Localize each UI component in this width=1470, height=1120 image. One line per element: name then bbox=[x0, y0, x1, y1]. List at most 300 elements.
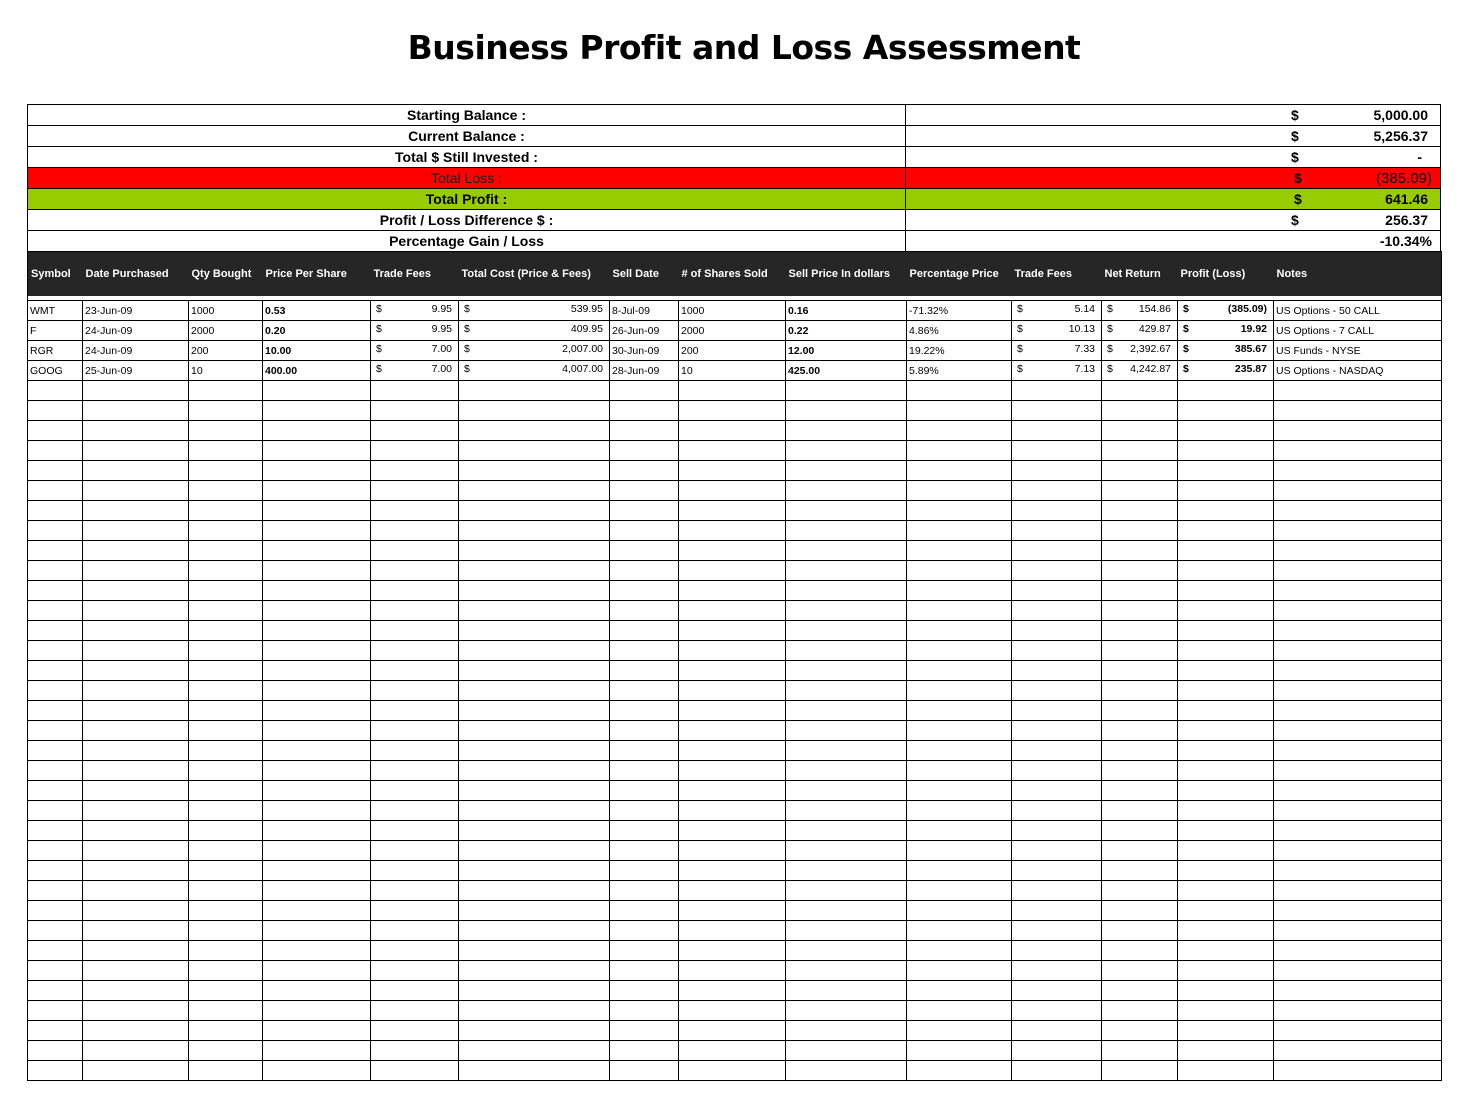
empty-cell[interactable] bbox=[263, 1001, 371, 1021]
empty-cell[interactable] bbox=[83, 481, 189, 501]
empty-cell[interactable] bbox=[1102, 821, 1178, 841]
empty-cell[interactable] bbox=[679, 581, 786, 601]
empty-cell[interactable] bbox=[907, 681, 1012, 701]
empty-cell[interactable] bbox=[371, 981, 459, 1001]
empty-cell[interactable] bbox=[83, 921, 189, 941]
empty-cell[interactable] bbox=[610, 561, 679, 581]
empty-cell[interactable] bbox=[83, 561, 189, 581]
empty-cell[interactable] bbox=[1274, 1021, 1442, 1041]
empty-cell[interactable] bbox=[371, 521, 459, 541]
cell-notes[interactable]: US Funds - NYSE bbox=[1274, 341, 1442, 361]
empty-cell[interactable] bbox=[907, 481, 1012, 501]
cell-sell-price[interactable]: 425.00 bbox=[786, 361, 907, 381]
empty-cell[interactable] bbox=[786, 961, 907, 981]
empty-cell[interactable] bbox=[371, 821, 459, 841]
empty-cell[interactable] bbox=[610, 481, 679, 501]
empty-cell[interactable] bbox=[263, 1041, 371, 1061]
empty-cell[interactable] bbox=[189, 1001, 263, 1021]
empty-cell[interactable] bbox=[1012, 721, 1102, 741]
column-header[interactable]: # of Shares Sold bbox=[679, 252, 786, 297]
empty-cell[interactable] bbox=[786, 721, 907, 741]
empty-cell[interactable] bbox=[83, 961, 189, 981]
empty-cell[interactable] bbox=[679, 521, 786, 541]
empty-cell[interactable] bbox=[1012, 841, 1102, 861]
empty-cell[interactable] bbox=[679, 481, 786, 501]
empty-cell[interactable] bbox=[1102, 681, 1178, 701]
empty-cell[interactable] bbox=[189, 901, 263, 921]
cell-fees[interactable] bbox=[371, 321, 459, 341]
empty-cell[interactable] bbox=[1012, 681, 1102, 701]
empty-cell[interactable] bbox=[1178, 581, 1274, 601]
empty-cell[interactable] bbox=[28, 961, 83, 981]
empty-cell[interactable] bbox=[1274, 461, 1442, 481]
empty-cell[interactable] bbox=[1274, 701, 1442, 721]
empty-cell[interactable] bbox=[907, 961, 1012, 981]
empty-cell[interactable] bbox=[28, 621, 83, 641]
column-header[interactable]: Sell Date bbox=[610, 252, 679, 297]
empty-cell[interactable] bbox=[28, 461, 83, 481]
empty-cell[interactable] bbox=[679, 841, 786, 861]
empty-cell[interactable] bbox=[1012, 661, 1102, 681]
empty-cell[interactable] bbox=[1012, 821, 1102, 841]
cell-qty[interactable]: 10 bbox=[189, 361, 263, 381]
empty-cell[interactable] bbox=[371, 621, 459, 641]
empty-cell[interactable] bbox=[371, 1001, 459, 1021]
empty-cell[interactable] bbox=[1178, 501, 1274, 521]
empty-cell[interactable] bbox=[189, 501, 263, 521]
empty-cell[interactable] bbox=[371, 401, 459, 421]
empty-cell[interactable] bbox=[610, 381, 679, 401]
column-header[interactable]: Sell Price In dollars bbox=[786, 252, 907, 297]
column-header[interactable]: Net Return bbox=[1102, 252, 1178, 297]
empty-cell[interactable] bbox=[1102, 421, 1178, 441]
empty-cell[interactable] bbox=[83, 661, 189, 681]
empty-cell[interactable] bbox=[28, 981, 83, 1001]
empty-cell[interactable] bbox=[263, 941, 371, 961]
empty-cell[interactable] bbox=[610, 661, 679, 681]
empty-cell[interactable] bbox=[610, 781, 679, 801]
empty-cell[interactable] bbox=[263, 601, 371, 621]
column-header[interactable]: Total Cost (Price & Fees) bbox=[459, 252, 610, 297]
empty-cell[interactable] bbox=[1012, 1061, 1102, 1081]
column-header[interactable]: Percentage Price bbox=[907, 252, 1012, 297]
empty-cell[interactable] bbox=[189, 421, 263, 441]
empty-cell[interactable] bbox=[907, 821, 1012, 841]
empty-cell[interactable] bbox=[189, 521, 263, 541]
empty-cell[interactable] bbox=[371, 961, 459, 981]
cell-notes[interactable]: US Options - NASDAQ bbox=[1274, 361, 1442, 381]
empty-cell[interactable] bbox=[786, 761, 907, 781]
empty-cell[interactable] bbox=[1274, 1041, 1442, 1061]
empty-cell[interactable] bbox=[1012, 561, 1102, 581]
empty-cell[interactable] bbox=[459, 641, 610, 661]
empty-cell[interactable] bbox=[907, 1021, 1012, 1041]
empty-cell[interactable] bbox=[786, 521, 907, 541]
empty-cell[interactable] bbox=[371, 761, 459, 781]
empty-cell[interactable] bbox=[610, 421, 679, 441]
empty-cell[interactable] bbox=[459, 541, 610, 561]
empty-cell[interactable] bbox=[679, 781, 786, 801]
empty-cell[interactable] bbox=[679, 1001, 786, 1021]
empty-cell[interactable] bbox=[1274, 601, 1442, 621]
empty-cell[interactable] bbox=[263, 381, 371, 401]
empty-cell[interactable] bbox=[1102, 701, 1178, 721]
empty-cell[interactable] bbox=[28, 921, 83, 941]
empty-cell[interactable] bbox=[907, 381, 1012, 401]
empty-cell[interactable] bbox=[610, 1041, 679, 1061]
empty-cell[interactable] bbox=[263, 881, 371, 901]
empty-cell[interactable] bbox=[610, 441, 679, 461]
cell-qty[interactable]: 200 bbox=[189, 341, 263, 361]
cell-pct[interactable]: -71.32% bbox=[907, 301, 1012, 321]
empty-cell[interactable] bbox=[263, 661, 371, 681]
empty-cell[interactable] bbox=[371, 741, 459, 761]
empty-cell[interactable] bbox=[371, 781, 459, 801]
empty-cell[interactable] bbox=[459, 781, 610, 801]
empty-cell[interactable] bbox=[28, 761, 83, 781]
cell-total-cost[interactable] bbox=[459, 341, 610, 361]
empty-cell[interactable] bbox=[1178, 561, 1274, 581]
cell-fees2[interactable] bbox=[1012, 301, 1102, 321]
empty-cell[interactable] bbox=[1012, 481, 1102, 501]
empty-cell[interactable] bbox=[459, 981, 610, 1001]
empty-cell[interactable] bbox=[610, 1021, 679, 1041]
empty-cell[interactable] bbox=[28, 561, 83, 581]
empty-cell[interactable] bbox=[28, 421, 83, 441]
empty-cell[interactable] bbox=[907, 921, 1012, 941]
empty-cell[interactable] bbox=[786, 781, 907, 801]
empty-cell[interactable] bbox=[83, 1001, 189, 1021]
empty-cell[interactable] bbox=[189, 841, 263, 861]
empty-cell[interactable] bbox=[459, 601, 610, 621]
empty-cell[interactable] bbox=[189, 401, 263, 421]
empty-cell[interactable] bbox=[1178, 861, 1274, 881]
empty-cell[interactable] bbox=[459, 381, 610, 401]
empty-cell[interactable] bbox=[1274, 901, 1442, 921]
empty-cell[interactable] bbox=[786, 701, 907, 721]
empty-cell[interactable] bbox=[189, 581, 263, 601]
cell-price[interactable]: 10.00 bbox=[263, 341, 371, 361]
empty-cell[interactable] bbox=[786, 741, 907, 761]
empty-cell[interactable] bbox=[263, 701, 371, 721]
empty-cell[interactable] bbox=[1012, 1021, 1102, 1041]
empty-cell[interactable] bbox=[83, 461, 189, 481]
empty-cell[interactable] bbox=[610, 541, 679, 561]
cell-shares-sold[interactable]: 10 bbox=[679, 361, 786, 381]
empty-cell[interactable] bbox=[610, 961, 679, 981]
empty-cell[interactable] bbox=[679, 641, 786, 661]
empty-cell[interactable] bbox=[610, 621, 679, 641]
empty-cell[interactable] bbox=[1274, 481, 1442, 501]
empty-cell[interactable] bbox=[28, 1021, 83, 1041]
empty-cell[interactable] bbox=[1012, 761, 1102, 781]
empty-cell[interactable] bbox=[1178, 781, 1274, 801]
empty-cell[interactable] bbox=[28, 481, 83, 501]
empty-cell[interactable] bbox=[1274, 681, 1442, 701]
empty-cell[interactable] bbox=[263, 561, 371, 581]
cell-profit[interactable] bbox=[1178, 321, 1274, 341]
empty-cell[interactable] bbox=[263, 501, 371, 521]
empty-cell[interactable] bbox=[610, 941, 679, 961]
empty-cell[interactable] bbox=[83, 861, 189, 881]
empty-cell[interactable] bbox=[459, 761, 610, 781]
empty-cell[interactable] bbox=[907, 461, 1012, 481]
empty-cell[interactable] bbox=[459, 581, 610, 601]
empty-cell[interactable] bbox=[83, 761, 189, 781]
empty-cell[interactable] bbox=[263, 801, 371, 821]
empty-cell[interactable] bbox=[189, 801, 263, 821]
cell-price[interactable]: 0.53 bbox=[263, 301, 371, 321]
empty-cell[interactable] bbox=[610, 981, 679, 1001]
empty-cell[interactable] bbox=[28, 381, 83, 401]
empty-cell[interactable] bbox=[1012, 701, 1102, 721]
empty-cell[interactable] bbox=[28, 1001, 83, 1021]
empty-cell[interactable] bbox=[907, 661, 1012, 681]
empty-cell[interactable] bbox=[28, 441, 83, 461]
empty-cell[interactable] bbox=[263, 981, 371, 1001]
empty-cell[interactable] bbox=[1274, 641, 1442, 661]
empty-cell[interactable] bbox=[459, 721, 610, 741]
empty-cell[interactable] bbox=[1102, 981, 1178, 1001]
empty-cell[interactable] bbox=[786, 621, 907, 641]
cell-sell-price[interactable]: 0.16 bbox=[786, 301, 907, 321]
empty-cell[interactable] bbox=[371, 941, 459, 961]
empty-cell[interactable] bbox=[610, 761, 679, 781]
empty-cell[interactable] bbox=[28, 721, 83, 741]
empty-cell[interactable] bbox=[1178, 1001, 1274, 1021]
empty-cell[interactable] bbox=[1012, 401, 1102, 421]
empty-cell[interactable] bbox=[1012, 881, 1102, 901]
empty-cell[interactable] bbox=[83, 881, 189, 901]
empty-cell[interactable] bbox=[28, 861, 83, 881]
column-header[interactable]: Profit (Loss) bbox=[1178, 252, 1274, 297]
empty-cell[interactable] bbox=[459, 561, 610, 581]
cell-sell-date[interactable]: 8-Jul-09 bbox=[610, 301, 679, 321]
empty-cell[interactable] bbox=[263, 721, 371, 741]
empty-cell[interactable] bbox=[610, 401, 679, 421]
empty-cell[interactable] bbox=[459, 481, 610, 501]
cell-net-return[interactable] bbox=[1102, 341, 1178, 361]
empty-cell[interactable] bbox=[263, 481, 371, 501]
empty-cell[interactable] bbox=[786, 821, 907, 841]
empty-cell[interactable] bbox=[83, 601, 189, 621]
empty-cell[interactable] bbox=[1178, 1021, 1274, 1041]
empty-cell[interactable] bbox=[679, 561, 786, 581]
empty-cell[interactable] bbox=[610, 521, 679, 541]
empty-cell[interactable] bbox=[459, 441, 610, 461]
empty-cell[interactable] bbox=[371, 481, 459, 501]
cell-qty[interactable]: 2000 bbox=[189, 321, 263, 341]
empty-cell[interactable] bbox=[786, 901, 907, 921]
empty-cell[interactable] bbox=[189, 461, 263, 481]
empty-cell[interactable] bbox=[1102, 961, 1178, 981]
empty-cell[interactable] bbox=[610, 741, 679, 761]
column-header[interactable]: Notes bbox=[1274, 252, 1442, 297]
empty-cell[interactable] bbox=[907, 541, 1012, 561]
empty-cell[interactable] bbox=[786, 881, 907, 901]
empty-cell[interactable] bbox=[1274, 441, 1442, 461]
empty-cell[interactable] bbox=[189, 861, 263, 881]
empty-cell[interactable] bbox=[1012, 1001, 1102, 1021]
empty-cell[interactable] bbox=[371, 581, 459, 601]
empty-cell[interactable] bbox=[679, 401, 786, 421]
cell-net-return[interactable] bbox=[1102, 361, 1178, 381]
empty-cell[interactable] bbox=[1178, 721, 1274, 741]
empty-cell[interactable] bbox=[371, 601, 459, 621]
empty-cell[interactable] bbox=[263, 581, 371, 601]
empty-cell[interactable] bbox=[1102, 661, 1178, 681]
empty-cell[interactable] bbox=[83, 1041, 189, 1061]
empty-cell[interactable] bbox=[1102, 1001, 1178, 1021]
empty-cell[interactable] bbox=[907, 801, 1012, 821]
empty-cell[interactable] bbox=[907, 1001, 1012, 1021]
empty-cell[interactable] bbox=[28, 521, 83, 541]
empty-cell[interactable] bbox=[1274, 981, 1442, 1001]
empty-cell[interactable] bbox=[371, 501, 459, 521]
empty-cell[interactable] bbox=[1178, 981, 1274, 1001]
cell-shares-sold[interactable]: 2000 bbox=[679, 321, 786, 341]
empty-cell[interactable] bbox=[1178, 421, 1274, 441]
empty-cell[interactable] bbox=[1178, 841, 1274, 861]
empty-cell[interactable] bbox=[679, 701, 786, 721]
empty-cell[interactable] bbox=[263, 521, 371, 541]
empty-cell[interactable] bbox=[459, 681, 610, 701]
empty-cell[interactable] bbox=[1178, 661, 1274, 681]
empty-cell[interactable] bbox=[1274, 581, 1442, 601]
empty-cell[interactable] bbox=[83, 741, 189, 761]
column-header[interactable]: Qty Bought bbox=[189, 252, 263, 297]
empty-cell[interactable] bbox=[679, 661, 786, 681]
empty-cell[interactable] bbox=[786, 1021, 907, 1041]
empty-cell[interactable] bbox=[28, 661, 83, 681]
empty-cell[interactable] bbox=[263, 821, 371, 841]
cell-pct[interactable]: 5.89% bbox=[907, 361, 1012, 381]
empty-cell[interactable] bbox=[679, 1041, 786, 1061]
empty-cell[interactable] bbox=[786, 601, 907, 621]
empty-cell[interactable] bbox=[1102, 441, 1178, 461]
empty-cell[interactable] bbox=[83, 1061, 189, 1081]
empty-cell[interactable] bbox=[83, 521, 189, 541]
empty-cell[interactable] bbox=[1102, 541, 1178, 561]
empty-cell[interactable] bbox=[1178, 821, 1274, 841]
cell-net-return[interactable] bbox=[1102, 301, 1178, 321]
empty-cell[interactable] bbox=[1274, 801, 1442, 821]
cell-net-return[interactable] bbox=[1102, 321, 1178, 341]
empty-cell[interactable] bbox=[371, 441, 459, 461]
empty-cell[interactable] bbox=[371, 701, 459, 721]
empty-cell[interactable] bbox=[189, 721, 263, 741]
empty-cell[interactable] bbox=[189, 601, 263, 621]
empty-cell[interactable] bbox=[459, 1041, 610, 1061]
empty-cell[interactable] bbox=[1012, 621, 1102, 641]
empty-cell[interactable] bbox=[83, 981, 189, 1001]
empty-cell[interactable] bbox=[1102, 761, 1178, 781]
empty-cell[interactable] bbox=[459, 881, 610, 901]
empty-cell[interactable] bbox=[610, 1061, 679, 1081]
cell-fees2[interactable] bbox=[1012, 321, 1102, 341]
empty-cell[interactable] bbox=[907, 881, 1012, 901]
empty-cell[interactable] bbox=[907, 841, 1012, 861]
cell-date-purchased[interactable]: 25-Jun-09 bbox=[83, 361, 189, 381]
empty-cell[interactable] bbox=[1178, 1061, 1274, 1081]
empty-cell[interactable] bbox=[189, 761, 263, 781]
empty-cell[interactable] bbox=[907, 941, 1012, 961]
empty-cell[interactable] bbox=[189, 381, 263, 401]
empty-cell[interactable] bbox=[1012, 381, 1102, 401]
empty-cell[interactable] bbox=[371, 861, 459, 881]
column-header[interactable]: Price Per Share bbox=[263, 252, 371, 297]
cell-sell-date[interactable]: 30-Jun-09 bbox=[610, 341, 679, 361]
empty-cell[interactable] bbox=[1274, 521, 1442, 541]
empty-cell[interactable] bbox=[189, 821, 263, 841]
empty-cell[interactable] bbox=[1102, 381, 1178, 401]
empty-cell[interactable] bbox=[459, 741, 610, 761]
column-header[interactable]: Trade Fees bbox=[1012, 252, 1102, 297]
empty-cell[interactable] bbox=[83, 621, 189, 641]
empty-cell[interactable] bbox=[459, 801, 610, 821]
cell-shares-sold[interactable]: 200 bbox=[679, 341, 786, 361]
cell-sell-date[interactable]: 28-Jun-09 bbox=[610, 361, 679, 381]
cell-price[interactable]: 0.20 bbox=[263, 321, 371, 341]
empty-cell[interactable] bbox=[679, 541, 786, 561]
empty-cell[interactable] bbox=[1274, 661, 1442, 681]
empty-cell[interactable] bbox=[1178, 601, 1274, 621]
empty-cell[interactable] bbox=[1178, 681, 1274, 701]
empty-cell[interactable] bbox=[459, 1001, 610, 1021]
empty-cell[interactable] bbox=[83, 721, 189, 741]
empty-cell[interactable] bbox=[263, 641, 371, 661]
empty-cell[interactable] bbox=[28, 641, 83, 661]
cell-date-purchased[interactable]: 24-Jun-09 bbox=[83, 341, 189, 361]
empty-cell[interactable] bbox=[610, 721, 679, 741]
empty-cell[interactable] bbox=[263, 621, 371, 641]
empty-cell[interactable] bbox=[610, 681, 679, 701]
empty-cell[interactable] bbox=[263, 681, 371, 701]
empty-cell[interactable] bbox=[907, 601, 1012, 621]
cell-notes[interactable]: US Options - 50 CALL bbox=[1274, 301, 1442, 321]
empty-cell[interactable] bbox=[263, 1021, 371, 1041]
empty-cell[interactable] bbox=[263, 421, 371, 441]
empty-cell[interactable] bbox=[459, 861, 610, 881]
empty-cell[interactable] bbox=[907, 401, 1012, 421]
empty-cell[interactable] bbox=[1178, 441, 1274, 461]
empty-cell[interactable] bbox=[679, 881, 786, 901]
empty-cell[interactable] bbox=[1102, 741, 1178, 761]
empty-cell[interactable] bbox=[1274, 961, 1442, 981]
empty-cell[interactable] bbox=[83, 581, 189, 601]
empty-cell[interactable] bbox=[1178, 921, 1274, 941]
empty-cell[interactable] bbox=[1012, 641, 1102, 661]
empty-cell[interactable] bbox=[907, 861, 1012, 881]
empty-cell[interactable] bbox=[610, 581, 679, 601]
empty-cell[interactable] bbox=[28, 1061, 83, 1081]
empty-cell[interactable] bbox=[679, 901, 786, 921]
empty-cell[interactable] bbox=[1012, 741, 1102, 761]
empty-cell[interactable] bbox=[189, 681, 263, 701]
empty-cell[interactable] bbox=[263, 1061, 371, 1081]
empty-cell[interactable] bbox=[28, 581, 83, 601]
empty-cell[interactable] bbox=[610, 841, 679, 861]
empty-cell[interactable] bbox=[907, 741, 1012, 761]
cell-pct[interactable]: 4.86% bbox=[907, 321, 1012, 341]
empty-cell[interactable] bbox=[189, 741, 263, 761]
empty-cell[interactable] bbox=[907, 561, 1012, 581]
empty-cell[interactable] bbox=[1012, 961, 1102, 981]
empty-cell[interactable] bbox=[459, 841, 610, 861]
empty-cell[interactable] bbox=[1102, 601, 1178, 621]
empty-cell[interactable] bbox=[786, 441, 907, 461]
empty-cell[interactable] bbox=[786, 481, 907, 501]
